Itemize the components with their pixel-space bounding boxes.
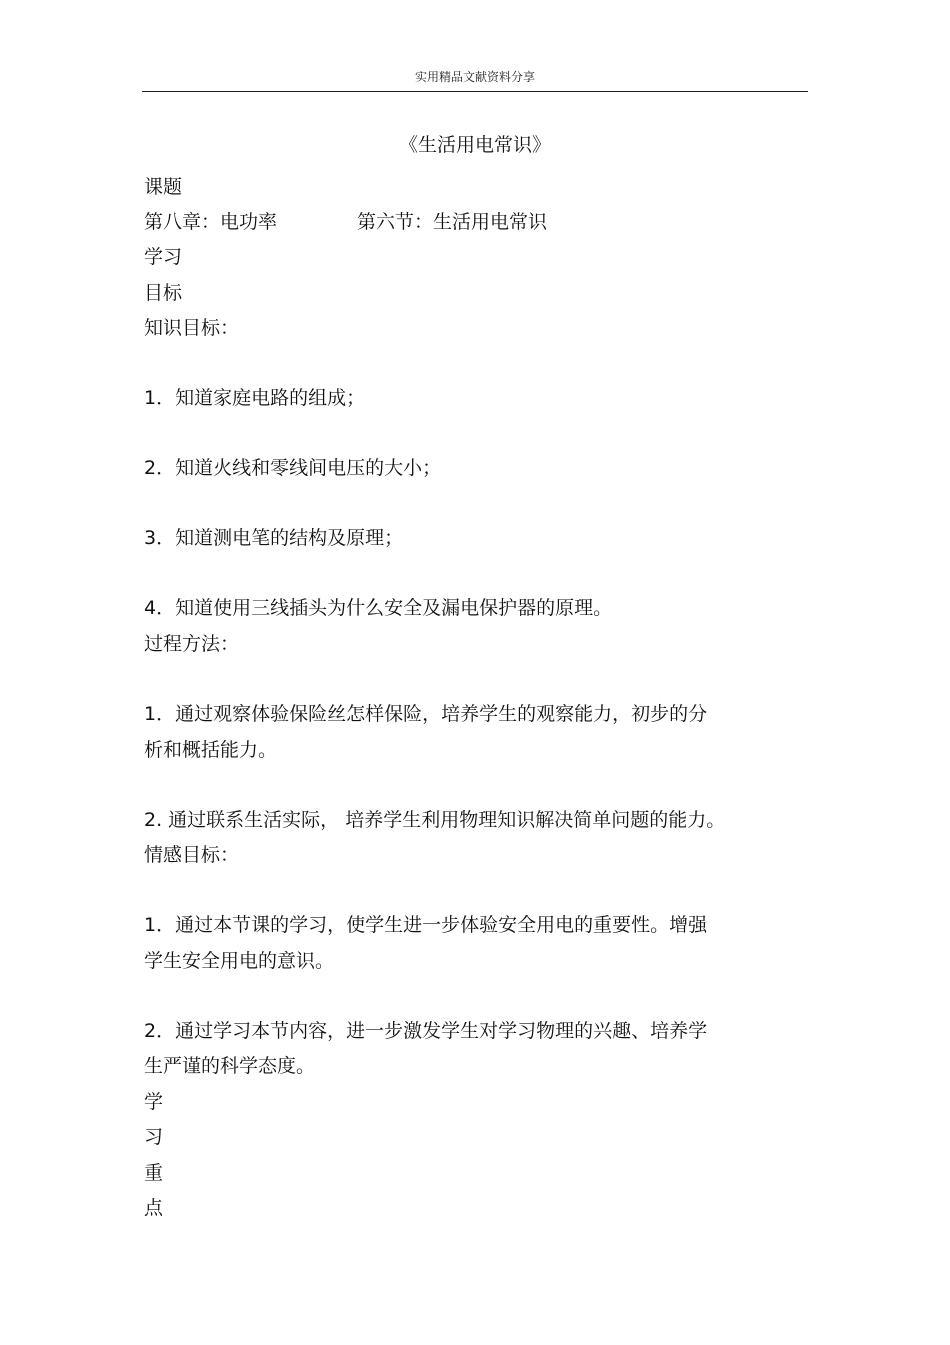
document-title: 《生活用电常识》: [398, 134, 551, 156]
section-title: 第六节：生活用电常识: [357, 211, 548, 233]
process-item-1-line-2: 析和概括能力。: [144, 739, 278, 761]
heading-knowledge-goals: 知识目标：: [144, 317, 240, 339]
process-item-2: 2. 通过联系生活实际， 培养学生利用物理知识解决简单问题的能力。: [144, 809, 726, 831]
label-goals: 目标: [144, 282, 183, 304]
emotional-item-2-line-2: 生严谨的科学态度。: [144, 1055, 316, 1077]
knowledge-item-1: 1．知道家庭电路的组成；: [144, 387, 366, 409]
page-header: 实用精品文献资料分享: [414, 70, 535, 84]
heading-emotional-goals: 情感目标：: [144, 844, 240, 866]
knowledge-item-2: 2．知道火线和零线间电压的大小；: [144, 457, 442, 479]
label-topic: 课题: [144, 176, 183, 198]
process-item-1-line-1: 1．通过观察体验保险丝怎样保险，培养学生的观察能力，初步的分: [144, 703, 708, 725]
label-study: 学习: [144, 246, 183, 268]
chapter-line: [144, 210, 547, 234]
emotional-item-2-line-1: 2．通过学习本节内容，进一步激发学生对学习物理的兴趣、培养学: [144, 1020, 708, 1042]
emotional-item-1-line-2: 学生安全用电的意识。: [144, 950, 335, 972]
label-key-point-char-3: 重: [144, 1162, 164, 1184]
knowledge-item-3: 3．知道测电笔的结构及原理；: [144, 527, 404, 549]
heading-process-methods: 过程方法：: [144, 633, 240, 655]
knowledge-item-4: 4．知道使用三线插头为什么安全及漏电保护器的原理。: [144, 597, 613, 619]
emotional-item-1-line-1: 1．通过本节课的学习，使学生进一步体验安全用电的重要性。增强: [144, 914, 708, 936]
label-key-point-char-2: 习: [144, 1126, 164, 1148]
label-key-point-char-1: 学: [144, 1091, 164, 1113]
label-key-point-char-4: 点: [144, 1197, 164, 1219]
chapter-title: 第八章：电功率: [144, 211, 278, 233]
header-rule: [142, 91, 808, 92]
